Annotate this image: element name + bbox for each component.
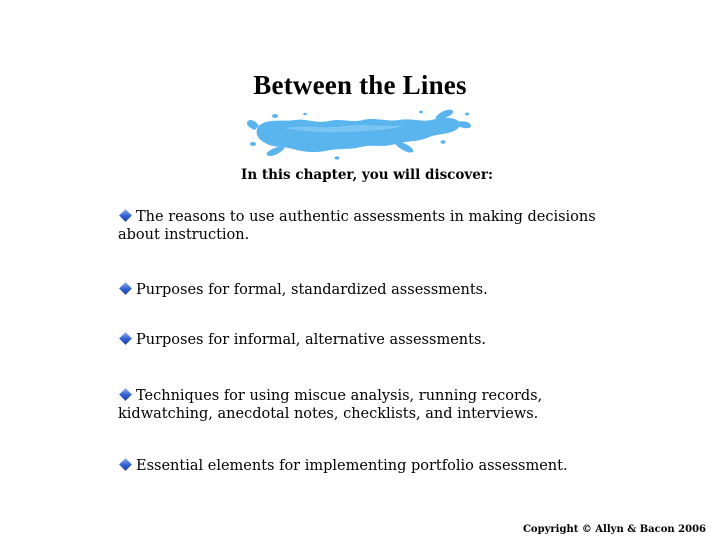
diamond-bullet-icon	[119, 458, 132, 471]
bullet-text: Essential elements for implementing portfolio assessment.	[136, 458, 568, 474]
bullet-text: Purposes for informal, alternative assessments.	[136, 332, 486, 348]
chapter-intro-subtitle: In this chapter, you will discover:	[241, 167, 493, 183]
water-splash-graphic	[245, 108, 475, 160]
copyright-notice: Copyright © Allyn & Bacon 2006	[522, 524, 706, 535]
list-item	[118, 208, 618, 244]
diamond-bullet-icon	[119, 209, 132, 222]
list-item	[118, 457, 618, 475]
list-item	[118, 281, 618, 299]
bullet-text: Purposes for formal, standardized assessments.	[136, 282, 488, 298]
bullet-text: The reasons to use authentic assessments in making decisions about instruction.	[118, 209, 596, 243]
diamond-bullet-icon	[119, 332, 132, 345]
bullet-text: Techniques for using miscue analysis, running records, kidwatching, anecdotal notes, checklists, and interviews.	[118, 388, 543, 422]
slide-title: Between the Lines	[253, 70, 467, 100]
list-item	[118, 387, 618, 423]
diamond-bullet-icon	[119, 282, 132, 295]
list-item	[118, 331, 618, 349]
diamond-bullet-icon	[119, 388, 132, 401]
